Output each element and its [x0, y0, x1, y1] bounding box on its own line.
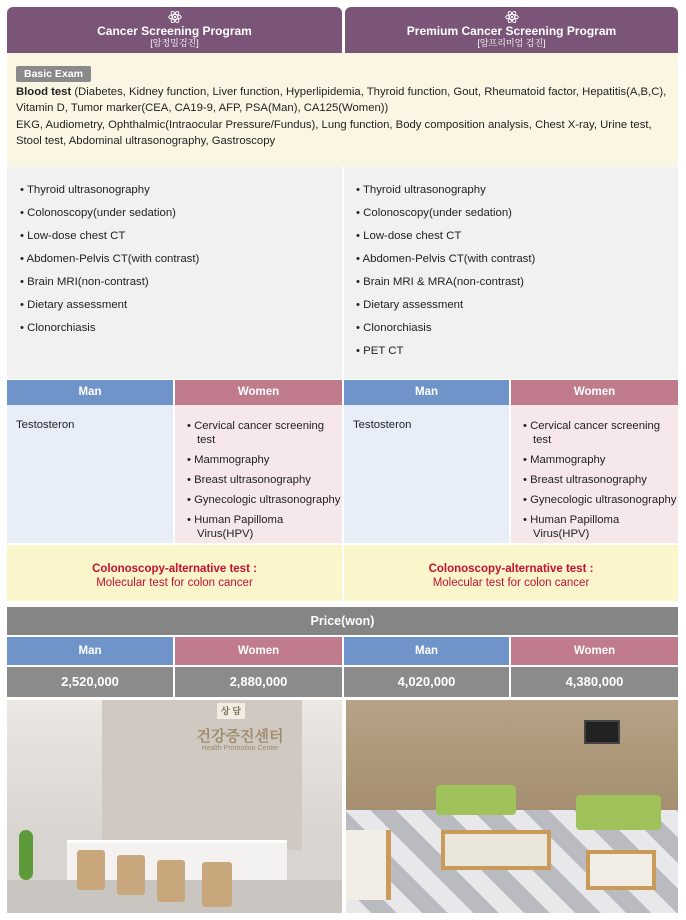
- price-value: 4,380,000: [511, 667, 678, 697]
- list-item: • Colonoscopy(under sedation): [20, 207, 176, 219]
- basic-exam-section: [7, 53, 678, 167]
- price-women-header: Women: [511, 637, 678, 665]
- list-item: • Gynecologic ultrasonography: [187, 494, 341, 506]
- list-item: • Clonorchiasis: [356, 322, 432, 334]
- list-item: • Brain MRI(non-contrast): [20, 276, 149, 288]
- center-sign: 건강증진센터: [196, 727, 284, 745]
- blood-test-label: Blood test: [16, 85, 72, 98]
- price-value: 2,880,000: [175, 667, 342, 697]
- alt-test-text: Molecular test for colon cancer: [432, 577, 590, 589]
- program-header-cancer: [7, 7, 342, 53]
- program-title: Premium Cancer Screening Program: [406, 24, 617, 38]
- list-item: • Brain MRI & MRA(non-contrast): [356, 276, 524, 288]
- alt-test-premium: [344, 545, 678, 601]
- program-header-premium: [345, 7, 678, 53]
- list-item: • Clonorchiasis: [20, 322, 96, 334]
- center-sign-en: Health Promotion Center: [201, 745, 279, 752]
- program-subtitle: [암프리미엄 검진]: [477, 38, 546, 48]
- list-item: • Low-dose chest CT: [356, 230, 462, 242]
- list-item: • Human Papilloma Virus(HPV): [187, 514, 284, 540]
- list-item: • Thyroid ultrasonography: [356, 184, 486, 196]
- price-value: 2,520,000: [7, 667, 173, 697]
- atom-icon: [505, 10, 519, 24]
- price-title: Price(won): [7, 607, 678, 635]
- blood-test-text: (Diabetes, Kidney function, Liver function, Hyperlipidemia, Thyroid function, Gout, Rheumatoid factor, Hepatitis(A,B,C), Vitamin D, Tumor marker(CEA, CA19-9, AFP, PSA(Man), CA125(Women)): [16, 85, 667, 114]
- list-item: • Cervical cancer screening test: [523, 420, 661, 446]
- list-item: • Breast ultrasonography: [187, 474, 311, 486]
- list-item: • Abdomen-Pelvis CT(with contrast): [20, 253, 200, 265]
- list-item: • Colonoscopy(under sedation): [356, 207, 512, 219]
- exam-list-cancer: [7, 167, 342, 379]
- list-item: • Dietary assessment: [356, 299, 464, 311]
- women-header: Women: [175, 380, 342, 405]
- price-women-header: Women: [175, 637, 342, 665]
- list-item: • Mammography: [187, 454, 270, 466]
- alt-test-cancer: [7, 545, 342, 601]
- exam-list-premium: [344, 167, 678, 379]
- price-man-header: Man: [344, 637, 509, 665]
- price-man-header: Man: [7, 637, 173, 665]
- alt-test-title: Colonoscopy-alternative test :: [92, 563, 257, 575]
- program-title: Cancer Screening Program: [97, 24, 252, 38]
- price-value: 4,020,000: [344, 667, 509, 697]
- basic-exam-badge: Basic Exam: [16, 66, 91, 82]
- list-item: • Breast ultrasonography: [523, 474, 647, 486]
- alt-test-title: Colonoscopy-alternative test :: [428, 563, 594, 575]
- list-item: Testosteron: [353, 419, 412, 431]
- man-header: Man: [344, 380, 509, 405]
- women-tests: [511, 405, 678, 543]
- man-tests: [7, 405, 173, 543]
- women-tests: [175, 405, 342, 543]
- list-item: • Mammography: [523, 454, 606, 466]
- man-tests: [344, 405, 509, 543]
- list-item: • Human Papilloma Virus(HPV): [523, 514, 620, 540]
- reception-photo: [7, 700, 342, 913]
- counsel-sign: 상 담: [217, 703, 245, 719]
- lounge-photo: [346, 700, 678, 913]
- man-header: Man: [7, 380, 173, 405]
- list-item: Testosteron: [16, 419, 75, 431]
- women-header: Women: [511, 380, 678, 405]
- list-item: • Low-dose chest CT: [20, 230, 126, 242]
- list-item: • Gynecologic ultrasonography: [523, 494, 677, 506]
- list-item: • Dietary assessment: [20, 299, 128, 311]
- program-subtitle: [암정밀검진]: [150, 38, 199, 48]
- other-tests-text: EKG, Audiometry, Ophthalmic(Intraocular Pressure/Fundus), Lung function, Body composition analysis, Chest X-ray, Urine test, Stool test, Abdominal ultrasonography, Gastroscopy: [16, 118, 652, 147]
- list-item: • Cervical cancer screening test: [187, 420, 325, 446]
- list-item: • PET CT: [356, 345, 404, 357]
- list-item: • Abdomen-Pelvis CT(with contrast): [356, 253, 536, 265]
- atom-icon: [168, 10, 182, 24]
- list-item: • Thyroid ultrasonography: [20, 184, 150, 196]
- alt-test-text: Molecular test for colon cancer: [96, 577, 253, 589]
